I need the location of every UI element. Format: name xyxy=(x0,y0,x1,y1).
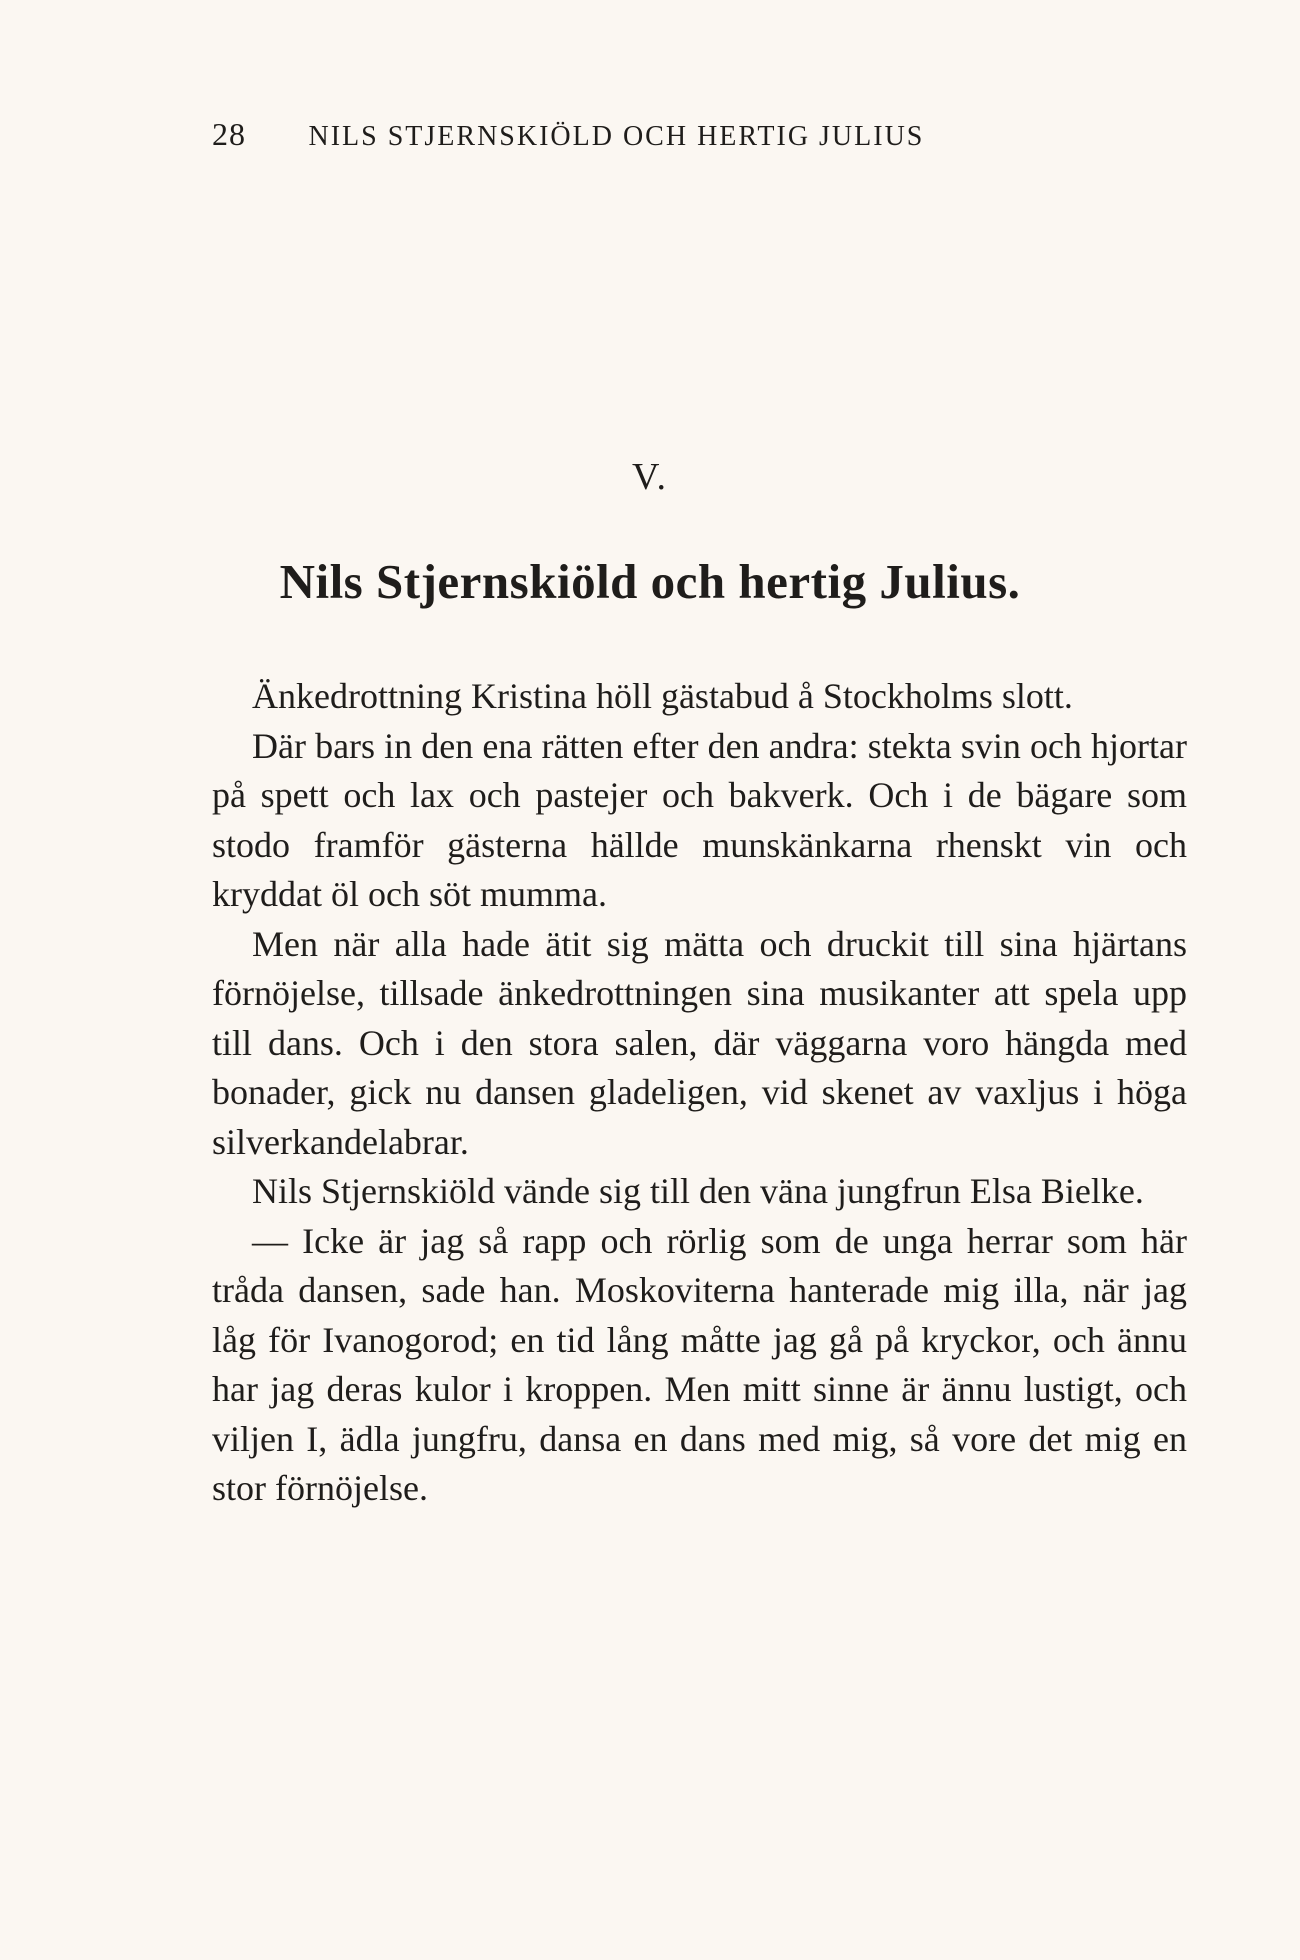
running-head xyxy=(212,116,1212,153)
paragraph: Där bars in den ena rätten efter den andra: stekta svin och hjortar på spett och lax och pastejer och bakverk. Och i de bägare som stodo framför gästerna hällde munskänkarna rhenskt vin och kryddat öl och söt mumma. xyxy=(212,725,1187,914)
paragraph: Nils Stjernskiöld vände sig till den väna jungfrun Elsa Bielke. xyxy=(252,1171,1144,1211)
paragraph: Änkedrottning Kristina höll gästabud å Stockholms slott. xyxy=(252,676,1073,716)
page-number: 28 xyxy=(212,116,246,152)
paragraph: — Icke är jag så rapp och rörlig som de unga herrar som här tråda dansen, sade han. Moskoviterna hanterade mig illa, när jag låg för Ivanogorod; en tid lång måtte jag gå på kryckor, och ännu har jag deras kulor i kroppen. Men mitt sinne är ännu lustigt, och viljen I, ädla jungfru, dansa en dans med mig, så vore det mig en stor förnöjelse. xyxy=(212,1220,1187,1508)
chapter-title: Nils Stjernskiöld och hertig Julius. xyxy=(279,554,1021,609)
chapter-number: V. xyxy=(631,456,669,498)
body-text xyxy=(212,672,1187,1514)
paragraph: Men när alla hade ätit sig mätta och druckit till sina hjärtans förnöjelse, tillsade änkedrottningen sina musikanter att spela upp till dans. Och i den stora salen, där väggarna voro hängda med bonader, gick nu dansen gladeligen, vid skenet av vaxljus i höga silverkandelabrar. xyxy=(212,923,1187,1162)
running-title: NILS STJERNSKIÖLD OCH HERTIG JULIUS xyxy=(308,121,925,152)
